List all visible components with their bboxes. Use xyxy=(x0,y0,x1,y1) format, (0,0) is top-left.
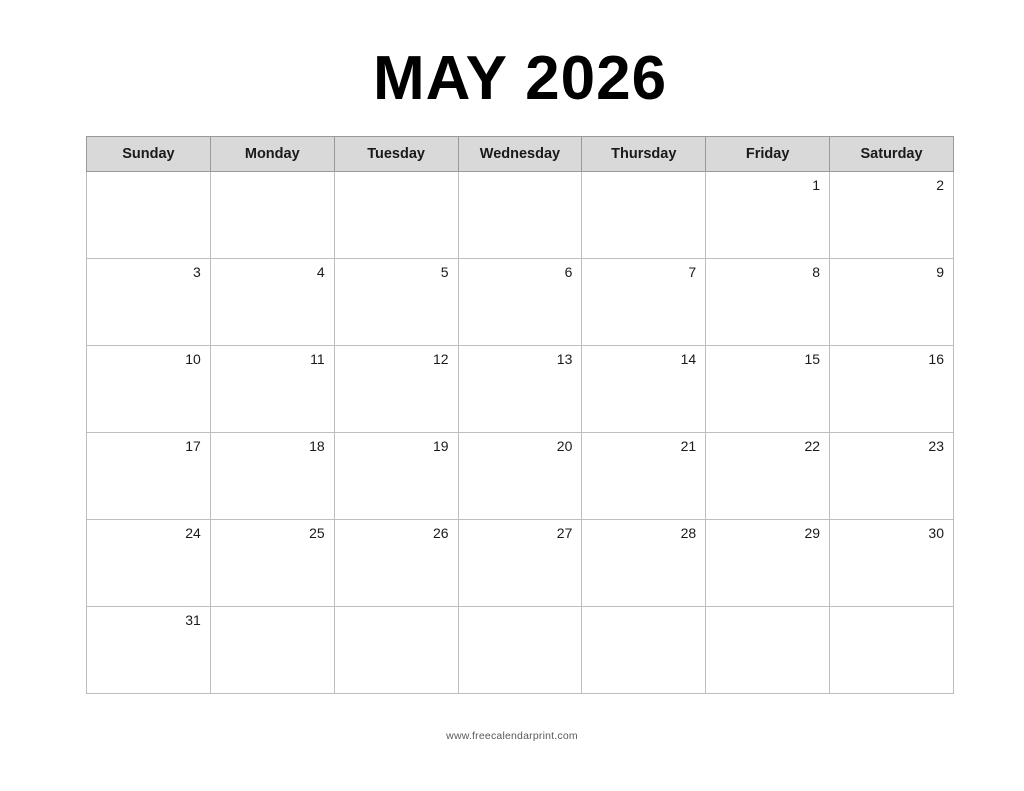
day-number xyxy=(211,607,334,629)
day-number: 18 xyxy=(309,438,325,454)
day-number: 2 xyxy=(936,177,944,193)
day-number xyxy=(335,172,458,194)
calendar-day-cell[interactable] xyxy=(210,172,334,259)
calendar-day-cell[interactable] xyxy=(706,433,830,520)
day-number: 27 xyxy=(556,525,573,541)
day-number: 19 xyxy=(432,438,449,454)
weekday-header-wednesday: Wednesday xyxy=(458,137,582,172)
calendar-day-cell[interactable] xyxy=(706,346,830,433)
calendar-day-cell[interactable] xyxy=(706,607,830,694)
footer-website-text: www.freecalendarprint.com xyxy=(446,730,578,742)
calendar-day-cell[interactable] xyxy=(458,607,582,694)
calendar-day-cell[interactable] xyxy=(458,259,582,346)
calendar-week-row xyxy=(87,433,954,520)
calendar-day-cell[interactable] xyxy=(582,520,706,607)
calendar-day-cell[interactable] xyxy=(87,520,211,607)
calendar-day-cell[interactable] xyxy=(334,520,458,607)
day-number: 22 xyxy=(804,438,821,454)
calendar-week-row xyxy=(87,172,954,259)
day-number xyxy=(582,172,705,194)
day-number xyxy=(706,607,829,629)
calendar-day-cell[interactable] xyxy=(706,172,830,259)
day-number: 24 xyxy=(185,525,201,541)
calendar-day-cell[interactable] xyxy=(87,259,211,346)
weekday-header-tuesday: Tuesday xyxy=(334,137,458,172)
day-number xyxy=(335,607,458,629)
calendar-day-cell[interactable] xyxy=(458,520,582,607)
day-number: 4 xyxy=(316,264,325,280)
calendar-day-cell[interactable] xyxy=(830,346,954,433)
page-title: MAY 2026 xyxy=(372,44,668,113)
calendar-day-cell[interactable] xyxy=(830,172,954,259)
day-number: 10 xyxy=(185,351,201,367)
day-number: 5 xyxy=(440,264,449,280)
calendar-day-cell[interactable] xyxy=(210,520,334,607)
day-number: 7 xyxy=(688,264,697,280)
calendar-day-cell[interactable] xyxy=(458,433,582,520)
day-number xyxy=(211,172,334,194)
calendar-day-cell[interactable] xyxy=(582,433,706,520)
calendar-day-cell[interactable] xyxy=(87,607,211,694)
day-number: 14 xyxy=(680,351,697,367)
day-number: 11 xyxy=(310,351,325,367)
calendar-day-cell[interactable] xyxy=(582,346,706,433)
day-number: 26 xyxy=(432,525,449,541)
day-number: 9 xyxy=(936,264,944,280)
day-number xyxy=(582,607,705,629)
calendar-day-cell[interactable] xyxy=(458,172,582,259)
day-number: 23 xyxy=(928,438,944,454)
calendar-day-cell[interactable] xyxy=(210,346,334,433)
calendar-day-cell[interactable] xyxy=(830,607,954,694)
calendar-week-row xyxy=(87,259,954,346)
calendar-week-row xyxy=(87,520,954,607)
calendar-day-cell[interactable] xyxy=(334,172,458,259)
day-number: 25 xyxy=(309,525,325,541)
day-number: 16 xyxy=(928,351,944,367)
day-number: 3 xyxy=(193,264,201,280)
calendar-day-cell[interactable] xyxy=(706,520,830,607)
calendar-day-cell[interactable] xyxy=(87,172,211,259)
calendar-day-cell[interactable] xyxy=(210,259,334,346)
day-number xyxy=(830,607,953,629)
calendar-day-cell[interactable] xyxy=(830,433,954,520)
weekday-header-monday: Monday xyxy=(210,137,334,172)
weekday-header-sunday: Sunday xyxy=(87,137,211,172)
day-number: 30 xyxy=(928,525,944,541)
day-number: 29 xyxy=(804,525,821,541)
day-number xyxy=(459,172,582,194)
calendar-day-cell[interactable] xyxy=(87,433,211,520)
calendar-day-cell[interactable] xyxy=(210,433,334,520)
calendar-day-cell[interactable] xyxy=(582,259,706,346)
weekday-header-saturday: Saturday xyxy=(830,137,954,172)
weekday-header-friday: Friday xyxy=(706,137,830,172)
calendar-week-row xyxy=(87,346,954,433)
calendar-day-cell[interactable] xyxy=(458,346,582,433)
weekday-header-thursday: Thursday xyxy=(582,137,706,172)
calendar-day-cell[interactable] xyxy=(830,259,954,346)
calendar-day-cell[interactable] xyxy=(334,259,458,346)
weekday-header-row xyxy=(87,137,954,172)
calendar-day-cell[interactable] xyxy=(582,172,706,259)
day-number: 17 xyxy=(185,438,201,454)
calendar-day-cell[interactable] xyxy=(334,433,458,520)
day-number: 28 xyxy=(680,525,697,541)
day-number: 6 xyxy=(564,264,573,280)
calendar-grid xyxy=(86,136,954,694)
day-number: 12 xyxy=(432,351,449,367)
day-number xyxy=(459,607,582,629)
day-number: 1 xyxy=(812,177,821,193)
calendar-day-cell[interactable] xyxy=(87,346,211,433)
day-number xyxy=(87,172,210,194)
calendar-day-cell[interactable] xyxy=(334,346,458,433)
calendar-day-cell[interactable] xyxy=(582,607,706,694)
day-number: 15 xyxy=(804,351,821,367)
day-number: 20 xyxy=(556,438,573,454)
calendar-day-cell[interactable] xyxy=(334,607,458,694)
calendar-day-cell[interactable] xyxy=(706,259,830,346)
day-number: 21 xyxy=(680,438,697,454)
calendar-week-row xyxy=(87,607,954,694)
day-number: 13 xyxy=(556,351,573,367)
day-number: 31 xyxy=(185,612,201,628)
calendar-day-cell[interactable] xyxy=(210,607,334,694)
day-number: 8 xyxy=(812,264,821,280)
calendar-day-cell[interactable] xyxy=(830,520,954,607)
